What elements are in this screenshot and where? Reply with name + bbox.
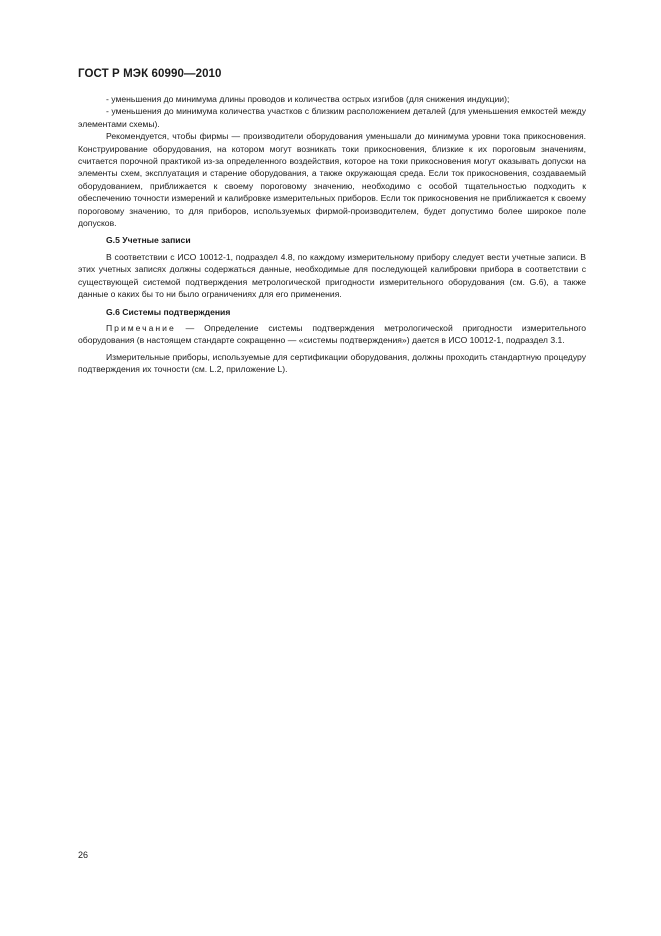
note-text: — Определение системы подтверждения метрологической пригодности измерительного оборудования (в настоящем стандарте сокращенно — «системы подтверждения») дается в ИСО 10012-1, подраздел 3.1. bbox=[78, 322, 586, 346]
paragraph-certification: Измерительные приборы, используемые для сертификации оборудования, должны проходить стандартную процедуру подтверждения их точности (см. L.2, приложение L). bbox=[78, 351, 586, 375]
list-item-wire-length: - уменьшения до минимума длины проводов и количества острых изгибов (для снижения индукции); bbox=[106, 94, 510, 104]
section-heading-g5: G.5 Учетные записи bbox=[106, 235, 191, 246]
note-paragraph bbox=[78, 322, 586, 347]
note-label: Примечание bbox=[106, 322, 176, 333]
paragraph-recommendation: Рекомендуется, чтобы фирмы — производители оборудования уменьшали до минимума уровни тока прикосновения. Конструирование оборудования, на котором могут возникать токи прикосновения, близкие к их пороговым значениям, считается порочной практикой из-за определенного воздействия, которое на токи прикосновения могут оказывать допуски на элементы схем, эксплуатация и старение оборудования, а также окружающая среда. Если ток прикосновения, создаваемый оборудованием, приближается к своему пороговому значению, необходимо с особой тщательностью подходить к обеспечению точности измерений и калибровке измерительных приборов. Если ток прикосновения не приближается к своему пороговому значению, то для приборов, используемых фирмой-производителем, будет допустимо более широкое поле допусков. bbox=[78, 131, 586, 229]
paragraph-records: В соответствии с ИСО 10012-1, подраздел 4.8, по каждому измерительному прибору следует вести учетные записи. В этих учетных записях должны содержаться данные, необходимые для последующей калибровки прибора в соответствии с существующей системой подтверждения метрологической пригодности измерительного оборудования (см. G.6), а также данные о каких бы то ни было ограничениях для его применения. bbox=[78, 251, 586, 300]
section-heading-g6: G.6 Системы подтверждения bbox=[106, 306, 231, 317]
document-header: ГОСТ Р МЭК 60990—2010 bbox=[78, 68, 222, 80]
document-body bbox=[78, 93, 586, 376]
page-number: 26 bbox=[78, 850, 89, 860]
list-item-close-parts: - уменьшения до минимума количества участков с близким расположением деталей (для уменьшения емкостей между элементами схемы). bbox=[78, 106, 586, 129]
